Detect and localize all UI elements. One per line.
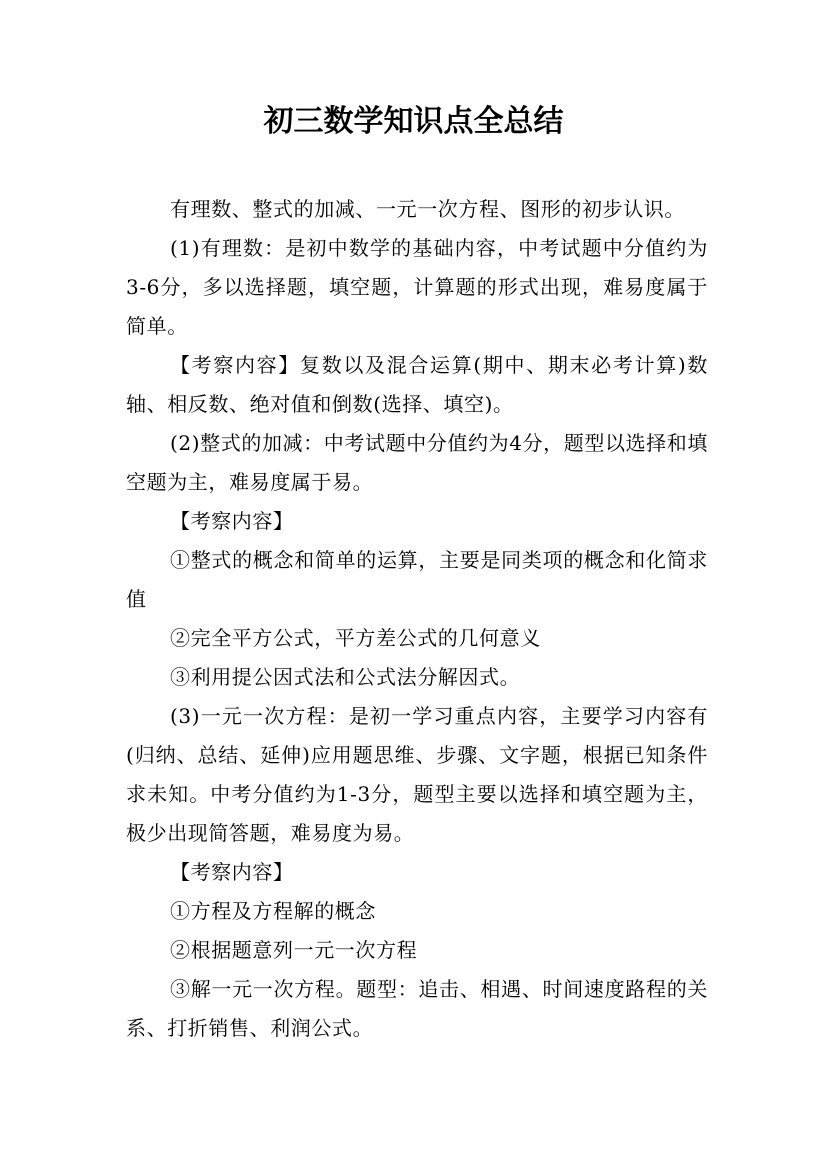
paragraph-equation-item-3: ③解一元一次方程。题型：追击、相遇、时间速度路程的关系、打折销售、利润公式。 <box>126 977 708 1040</box>
paragraph-linear-equations: (3)一元一次方程：是初一学习重点内容，主要学习内容有(归纳、总结、延伸)应用题思维、步骤、文字题，根据已知条件求未知。中考分值约为1-3分，题型主要以选择和填空题为主，极少出现简答题，难易度为易。 <box>126 704 708 845</box>
paragraph-polynomial-item-3: ③利用提公因式法和公式法分解因式。 <box>170 665 521 689</box>
paragraph-polynomial-item-1: ①整式的概念和简单的运算，主要是同类项的概念和化简求值 <box>126 548 708 611</box>
document-body <box>126 190 708 1048</box>
paragraph-intro: 有理数、整式的加减、一元一次方程、图形的初步认识。 <box>170 197 685 221</box>
paragraph-equation-item-1: ①方程及方程解的概念 <box>170 899 376 923</box>
paragraph-equation-item-2: ②根据题意列一元一次方程 <box>170 938 418 962</box>
paragraph-exam-content-heading: 【考察内容】 <box>170 509 294 533</box>
document-title: 初三数学知识点全总结 <box>263 104 564 139</box>
paragraph-polynomial-item-2: ②完全平方公式，平方差公式的几何意义 <box>170 626 541 650</box>
paragraph-rational-numbers: (1)有理数：是初中数学的基础内容，中考试题中分值约为3-6分，多以选择题，填空题，计算题的形式出现，难易度属于简单。 <box>126 236 708 338</box>
paragraph-exam-content-heading-2: 【考察内容】 <box>170 860 294 884</box>
paragraph-rational-exam-content: 【考察内容】复数以及混合运算(期中、期末必考计算)数轴、相反数、绝对值和倒数(选择、填空)。 <box>126 353 708 416</box>
paragraph-polynomials: (2)整式的加减：中考试题中分值约为4分，题型以选择和填空题为主，难易度属于易。 <box>126 431 708 494</box>
